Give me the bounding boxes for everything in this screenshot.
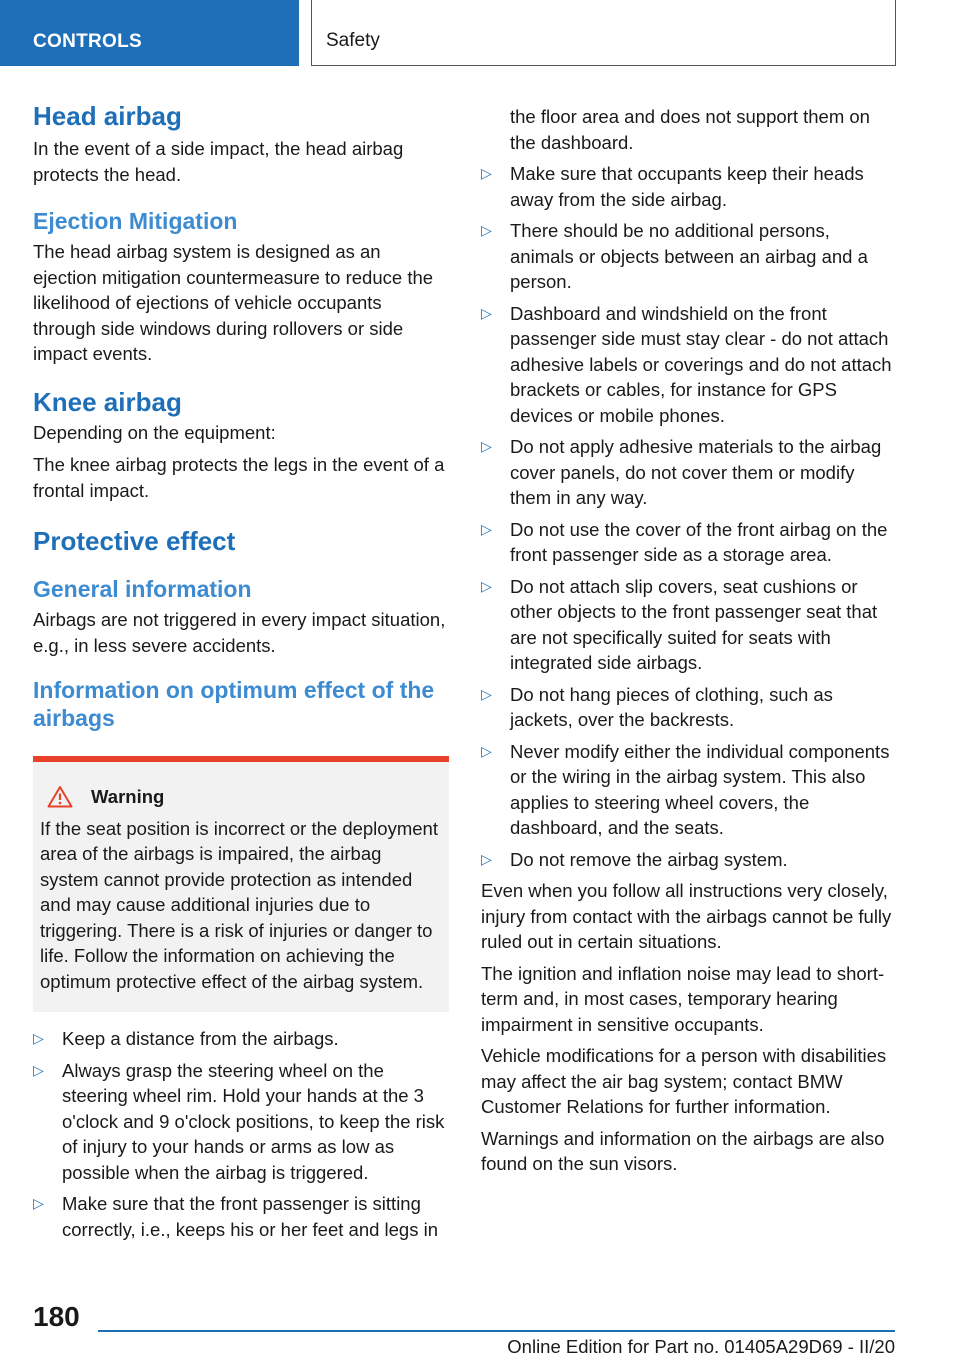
paragraph-4: Warnings and information on the airbags are also found on the sun visors. bbox=[481, 1127, 885, 1174]
triangle-right-outline-icon: ▷ bbox=[481, 577, 492, 594]
paragraph-1: Even when you follow all instructions very closely, injury from contact with the airbags cannot be fully ruled out in certain situations. bbox=[481, 880, 892, 952]
triangle-right-outline-icon: ▷ bbox=[481, 222, 492, 238]
list-item: ▷ Make sure that the front passenger is sitting correctly, i.e., keeps his or her feet and legs in bbox=[33, 1193, 439, 1240]
triangle-right-outline-icon: ▷ bbox=[481, 304, 492, 321]
ejection-text: The head airbag system is designed as an ejection mitigation countermeasure to reduce the likelihood of ejections of vehicle occupants through side windows during rollovers or side impact events. bbox=[33, 241, 434, 364]
list-item: ▷ Do not use the cover of the front airbag on the front passenger side as a storage area. bbox=[481, 518, 888, 565]
list-item: ▷ Keep a distance from the airbags. bbox=[33, 1026, 449, 1052]
triangle-right-outline-icon: ▷ bbox=[481, 742, 492, 759]
general-info-heading: General information bbox=[33, 576, 252, 602]
continuation-text: the floor area and does not support them on the dashboard. bbox=[510, 106, 870, 153]
optimum-effect-heading: Information on optimum effect of the airbags bbox=[33, 677, 435, 731]
list-item: ▷ Do not apply adhesive materials to the airbag cover panels, do not cover them or modify them in any way. bbox=[481, 436, 882, 508]
knee-airbag-heading: Knee airbag bbox=[33, 386, 182, 417]
warning-title: Warning bbox=[91, 786, 165, 807]
triangle-right-outline-icon: ▷ bbox=[33, 1195, 44, 1211]
list-item: ▷ Make sure that occupants keep their heads away from the side airbag. bbox=[481, 163, 864, 210]
list-item: ▷ There should be no additional persons, animals or objects between an airbag and a person. bbox=[481, 220, 868, 292]
warning-box bbox=[33, 756, 449, 1012]
paragraph-2: The ignition and inflation noise may lead to short-term and, in most cases, temporary hearing impairment in sensitive occupants. bbox=[481, 962, 885, 1035]
triangle-right-outline-icon: ▷ bbox=[33, 1061, 44, 1078]
triangle-right-outline-icon: ▷ bbox=[481, 685, 492, 702]
triangle-right-outline-icon: ▷ bbox=[481, 520, 492, 537]
triangle-right-outline-icon: ▷ bbox=[33, 1030, 44, 1046]
paragraph-3: Vehicle modifications for a person with disabilities may affect the air bag system; contact BMW Customer Relations for further information. bbox=[481, 1045, 887, 1117]
warning-triangle-icon bbox=[47, 785, 73, 808]
knee-text-1: Depending on the equipment: bbox=[33, 421, 276, 443]
knee-text-2: The knee airbag protects the legs in the event of a frontal impact. bbox=[33, 454, 445, 501]
warning-header bbox=[40, 784, 443, 810]
general-info-text: Airbags are not triggered in every impact situation, e.g., in less severe accidents. bbox=[33, 609, 446, 656]
list-item: ▷ Never modify either the individual components or the wiring in the airbag system. This also applies to steering wheel covers, the dashboard, and the seats. bbox=[481, 740, 890, 838]
triangle-right-outline-icon: ▷ bbox=[481, 165, 492, 181]
page-header bbox=[0, 0, 960, 66]
left-column bbox=[33, 100, 449, 1242]
ejection-heading: Ejection Mitigation bbox=[33, 208, 238, 234]
right-column bbox=[481, 104, 895, 1177]
list-item: ▷ Dashboard and windshield on the front passenger side must stay clear - do not attach adhesive labels or coverings and do not attach brackets or cables, for instance for GPS devices or mobile phones. bbox=[481, 302, 892, 426]
chapter-tab: CONTROLS bbox=[0, 0, 299, 66]
list-item: ▷ Do not hang pieces of clothing, such as jackets, over the backrests. bbox=[481, 683, 833, 730]
left-bullet-list bbox=[33, 1026, 449, 1242]
head-airbag-text: In the event of a side impact, the head airbag protects the head. bbox=[33, 138, 404, 185]
list-item: ▷ Always grasp the steering wheel on the steering wheel rim. Hold your hands at the 3 o'clock and 9 o'clock positions, to keep the risk of injury to your hands or arms as low as possible when the airbag is triggered. bbox=[33, 1059, 445, 1183]
triangle-right-outline-icon: ▷ bbox=[481, 438, 492, 454]
warning-text: If the seat position is incorrect or the deployment area of the airbags is impaired, the airbag system cannot provide protection as intended and may cause additional injuries due to triggering. There is a risk of injuries or danger to life. Follow the information on achieving the optimum protective effect of the airbag system. bbox=[40, 817, 438, 992]
right-bullet-list bbox=[481, 161, 895, 872]
list-item: ▷ Do not attach slip covers, seat cushions or other objects to the front passenger seat that are not specifically suited for seats with integrated side airbags. bbox=[481, 575, 878, 673]
triangle-right-outline-icon: ▷ bbox=[481, 850, 492, 867]
head-airbag-heading: Head airbag bbox=[33, 101, 182, 131]
list-item: ▷ Do not remove the airbag system. bbox=[481, 847, 895, 873]
edition-label: Online Edition for Part no. 01405A29D69 - II/20 bbox=[507, 1336, 895, 1357]
section-tab: Safety bbox=[311, 0, 896, 66]
page-number: 180 bbox=[33, 1301, 80, 1332]
protective-effect-heading: Protective effect bbox=[33, 526, 236, 556]
footer-divider bbox=[98, 1330, 895, 1332]
